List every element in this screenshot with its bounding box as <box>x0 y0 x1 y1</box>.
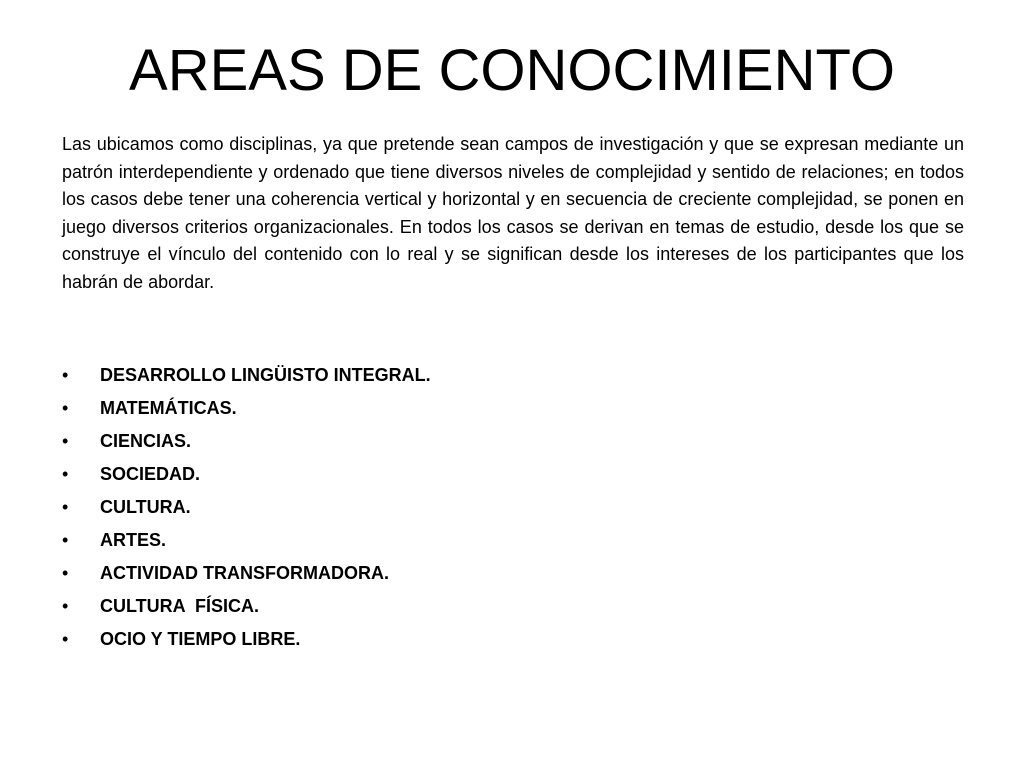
bullet-icon: • <box>62 563 69 583</box>
bullet-icon: • <box>62 596 69 616</box>
list-item-label: ARTES. <box>100 530 167 550</box>
list-item <box>62 593 942 626</box>
bullet-icon: • <box>62 464 69 484</box>
intro-paragraph: Las ubicamos como disciplinas, ya que pretende sean campos de investigación y que se expresan mediante un patrón interdependiente y ordenado que tiene diversos niveles de complejidad y sentido de relaciones; en todos los casos debe tener una coherencia vertical y horizontal y en secuencia de creciente complejidad, se ponen en juego diversos criterios organizacionales. En todos los casos se derivan en temas de estudio, desde los que se construye el vínculo del contenido con lo real y se significan desde los intereses de los participantes que los habrán de abordar. <box>62 134 964 292</box>
bullet-icon: • <box>62 431 69 451</box>
list-item-label: CIENCIAS. <box>100 431 192 451</box>
list-item <box>62 527 942 560</box>
list-item <box>62 362 942 395</box>
list-item-label: DESARROLLO LINGÜISTO INTEGRAL. <box>100 365 431 385</box>
bullet-icon: • <box>62 365 69 385</box>
list-item-label: ACTIVIDAD TRANSFORMADORA. <box>100 563 389 583</box>
list-item <box>62 461 942 494</box>
list-item <box>62 428 942 461</box>
list-item <box>62 560 942 593</box>
bullet-icon: • <box>62 629 69 649</box>
bullet-icon: • <box>62 398 69 418</box>
list-item-label: SOCIEDAD. <box>100 464 201 484</box>
list-item-label: CULTURA. <box>100 497 191 517</box>
list-item <box>62 395 942 428</box>
list-item-label: CULTURA FÍSICA. <box>100 596 259 616</box>
slide-title: AREAS DE CONOCIMIENTO <box>129 38 895 103</box>
areas-list <box>62 362 942 659</box>
bullet-icon: • <box>62 530 69 550</box>
bullet-icon: • <box>62 497 69 517</box>
list-item <box>62 494 942 527</box>
list-item <box>62 626 942 659</box>
list-item-label: OCIO Y TIEMPO LIBRE. <box>100 629 301 649</box>
list-item-label: MATEMÁTICAS. <box>100 398 237 418</box>
